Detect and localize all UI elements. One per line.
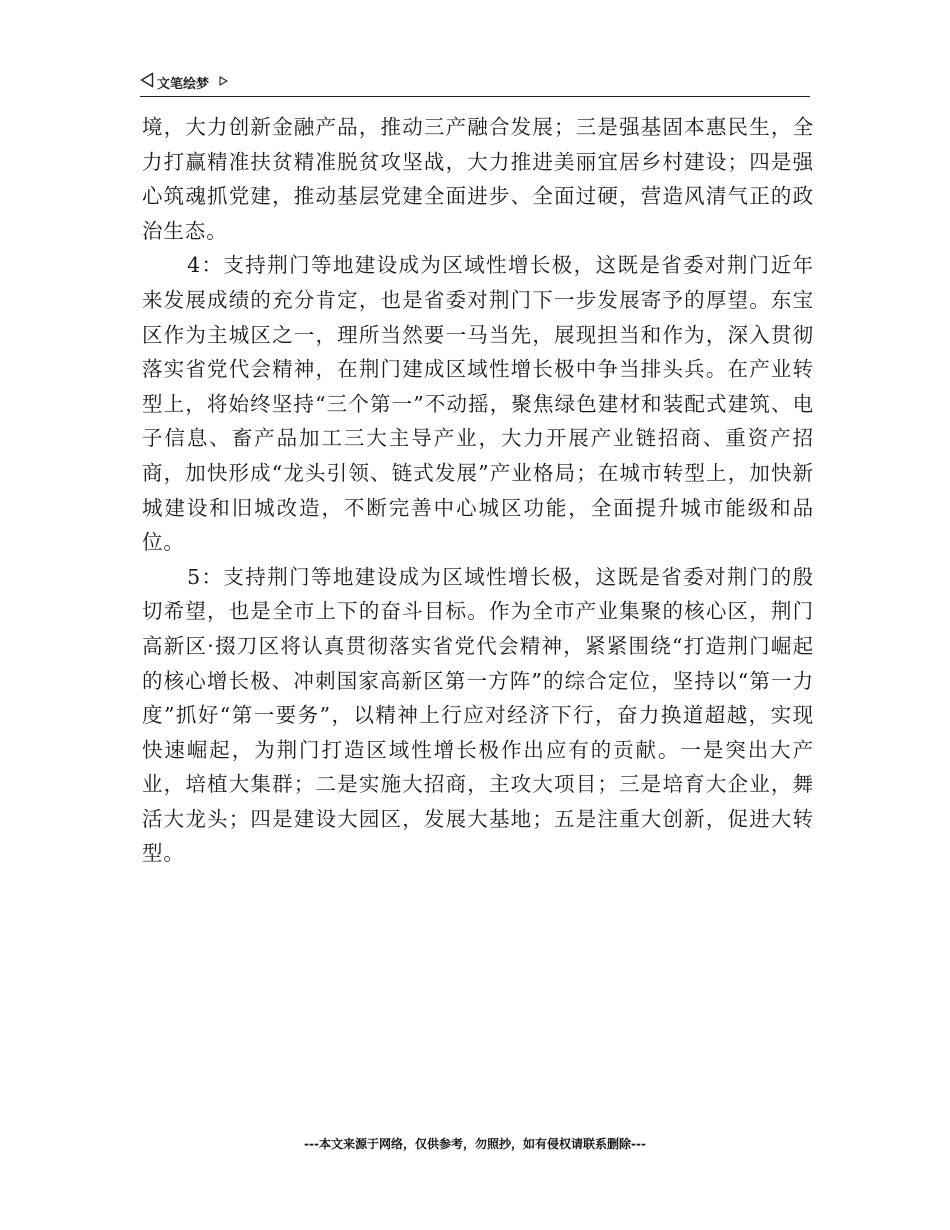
triangle-right-outline-icon [219,73,228,93]
footer-disclaimer: ---本文来源于网络，仅供参考，勿照抄，如有侵权请联系删除--- [304,1137,646,1151]
document-body [142,110,814,871]
triangle-left-outline-icon [140,72,154,95]
header-brand [140,73,228,96]
paragraph-continuation: 境，大力创新金融产品，推动三产融合发展；三是强基固本惠民生，全力打赢精准扶贫精准脱贫攻坚战，大力推进美丽宜居乡村建设；四是强心筑魂抓党建，推动基层党建全面进步、全面过硬，营造风清气正的政治生态。 [142,115,814,243]
header-title: 文笔绘梦 [157,77,210,92]
paragraph-4: 4：支持荆门等地建设成为区域性增长极，这既是省委对荆门近年来发展成绩的充分肯定，也是省委对荆门下一步发展寄予的厚望。东宝区作为主城区之一，理所当然要一马当先，展现担当和作为，深入贯彻落实省党代会精神，在荆门建成区域性增长极中争当排头兵。在产业转型上，将始终坚持“三个第一”不动摇，聚焦绿色建材和装配式建筑、电子信息、畜产品加工三大主导产业，大力开展产业链招商、重资产招商，加快形成“龙头引领、链式发展”产业格局；在城市转型上，加快新城建设和旧城改造，不断完善中心城区功能，全面提升城市能级和品位。 [142,253,814,555]
paragraph-5: 5：支持荆门等地建设成为区域性增长极，这既是省委对荆门的殷切希望，也是全市上下的奋斗目标。作为全市产业集聚的核心区，荆门高新区·掇刀区将认真贯彻落实省党代会精神，紧紧围绕“打造荆门崛起的核心增长极、冲刺国家高新区第一方阵”的综合定位，坚持以“第一力度”抓好“第一要务”，以精神上行应对经济下行，奋力换道超越，实现快速崛起，为荆门打造区域性增长极作出应有的贡献。一是突出大产业，培植大集群；二是实施大招商，主攻大项目；三是培育大企业，舞活大龙头；四是建设大园区，发展大基地；五是注重大创新，促进大转型。 [142,564,814,866]
page-header [140,72,810,97]
